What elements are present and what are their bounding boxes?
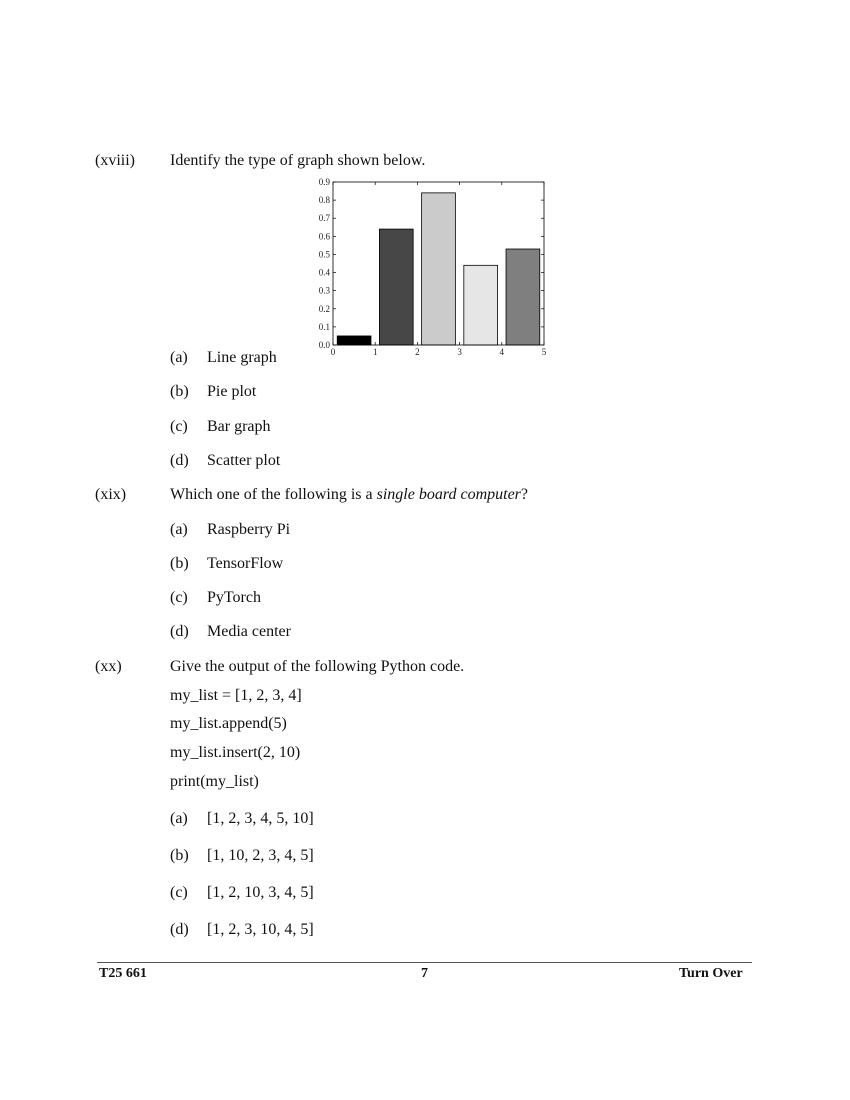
bar-0 xyxy=(337,336,371,345)
q19-option-a-text: Raspberry Pi xyxy=(207,521,291,538)
q20-option-a-text: [1, 2, 3, 4, 5, 10] xyxy=(207,810,314,827)
footer-page-number: 7 xyxy=(421,966,428,981)
question-20-stem: Give the output of the following Python code. xyxy=(170,658,465,675)
q19-stem-part3: ? xyxy=(520,486,529,503)
q19-option-c-text: PyTorch xyxy=(207,589,261,606)
q19-option-b-text: TensorFlow xyxy=(207,555,284,572)
footer-code: T25 661 xyxy=(99,966,147,981)
y-tick-label-2: 0.2 xyxy=(318,303,330,314)
q18-option-b-label: (b) xyxy=(170,383,189,400)
q18-option-a-label: (a) xyxy=(170,349,188,366)
y-tick-label-9: 0.9 xyxy=(318,177,330,187)
x-tick-label-5: 5 xyxy=(541,347,547,357)
q18-option-a-text: Line graph xyxy=(207,349,277,366)
question-19-stem xyxy=(170,487,528,503)
question-18-number: (xviii) xyxy=(95,152,135,169)
bar-2 xyxy=(422,193,456,345)
footer-rule xyxy=(97,962,752,963)
q20-option-c-label: (c) xyxy=(170,884,188,901)
bar-1 xyxy=(379,229,413,345)
y-tick-label-7: 0.7 xyxy=(318,213,330,224)
q19-option-a-label: (a) xyxy=(170,521,188,538)
bar-3 xyxy=(464,265,498,345)
y-tick-label-4: 0.4 xyxy=(318,267,330,278)
q19-stem-italic: single board computer xyxy=(376,486,521,503)
code-line-1: my_list = [1, 2, 3, 4] xyxy=(170,687,302,704)
y-tick-label-1: 0.1 xyxy=(318,321,330,332)
q18-option-c-label: (c) xyxy=(170,418,188,435)
q20-option-d-text: [1, 2, 3, 10, 4, 5] xyxy=(207,921,314,938)
q20-option-d-label: (d) xyxy=(170,921,189,938)
y-tick-label-0: 0.0 xyxy=(318,340,330,350)
y-tick-label-6: 0.6 xyxy=(318,231,330,242)
q18-option-d-text: Scatter plot xyxy=(207,452,281,469)
q20-option-c-text: [1, 2, 10, 3, 4, 5] xyxy=(207,884,314,901)
q18-option-c-text: Bar graph xyxy=(207,418,271,435)
q19-option-c-label: (c) xyxy=(170,589,188,606)
x-tick-label-2: 2 xyxy=(415,347,420,357)
x-tick-label-1: 1 xyxy=(372,347,378,357)
y-tick-label-5: 0.5 xyxy=(318,249,330,260)
x-tick-label-0: 0 xyxy=(330,347,336,357)
question-20-number: (xx) xyxy=(95,658,122,675)
q20-option-b-label: (b) xyxy=(170,847,189,864)
bar-chart xyxy=(308,174,558,360)
footer-turn-over: Turn Over xyxy=(679,966,743,981)
question-18-stem: Identify the type of graph shown below. xyxy=(170,152,426,169)
x-tick-label-3: 3 xyxy=(457,347,462,357)
q20-option-b-text: [1, 10, 2, 3, 4, 5] xyxy=(207,847,314,864)
code-line-4: print(my_list) xyxy=(170,773,259,790)
q18-option-b-text: Pie plot xyxy=(207,383,257,400)
q19-option-d-label: (d) xyxy=(170,623,189,640)
y-tick-label-3: 0.3 xyxy=(318,285,330,296)
bar-4 xyxy=(506,249,540,345)
q18-option-d-label: (d) xyxy=(170,452,189,469)
q20-option-a-label: (a) xyxy=(170,810,188,827)
y-tick-label-8: 0.8 xyxy=(318,195,330,206)
code-line-3: my_list.insert(2, 10) xyxy=(170,744,301,761)
question-19-number: (xix) xyxy=(95,486,127,503)
code-line-2: my_list.append(5) xyxy=(170,715,287,732)
q19-stem-part1: Which one of the following is a xyxy=(170,486,377,503)
q19-option-b-label: (b) xyxy=(170,555,189,572)
q19-option-d-text: Media center xyxy=(207,623,291,640)
x-tick-label-4: 4 xyxy=(499,347,505,357)
